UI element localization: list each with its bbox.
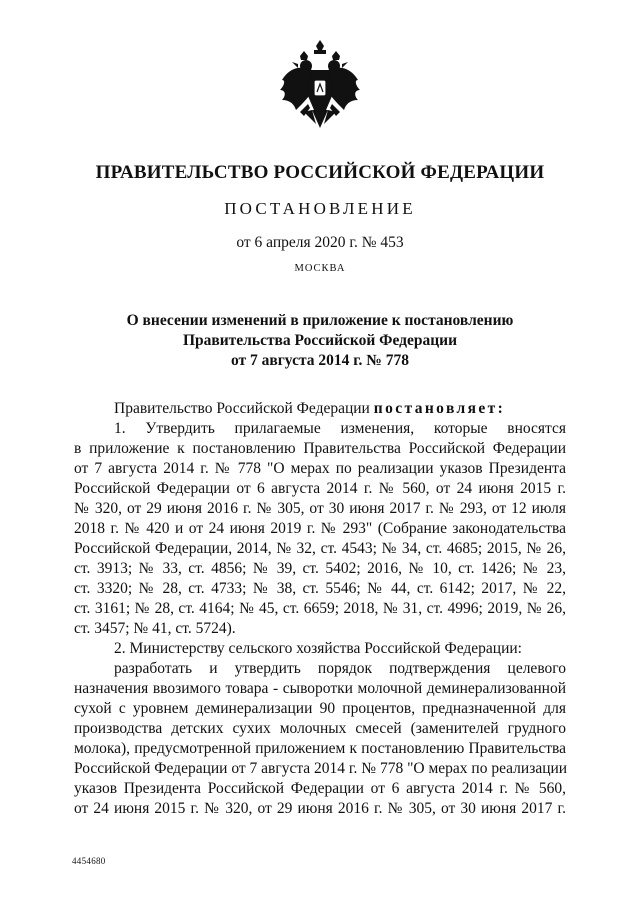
body-line: № 320, от 29 июня 2016 г. № 305, от 30 июня 2017 г. № 293, от 12 июля [74, 500, 566, 517]
document-city: МОСКВА [294, 263, 346, 274]
body-line: ст. 3913; № 33, ст. 4856; № 39, ст. 5402; 2016, № 10, ст. 1426; № 23, [74, 560, 566, 577]
body-line: разработать и утвердить порядок подтверждения целевого [114, 660, 566, 677]
document-date-number: от 6 апреля 2020 г. № 453 [236, 234, 404, 251]
government-title: ПРАВИТЕЛЬСТВО РОССИЙСКОЙ ФЕДЕРАЦИИ [95, 162, 545, 183]
body-line: ст. 3457; № 41, ст. 5724). [74, 620, 236, 637]
body-line: ст. 3320; № 28, ст. 4733; № 38, ст. 5546; № 44, ст. 6142; 2017, № 22, [74, 580, 566, 597]
subject-line: О внесении изменений в приложение к постановлению [126, 312, 514, 329]
body-line: в приложение к постановлению Правительства Российской Федерации [74, 440, 566, 457]
subject-line: Правительства Российской Федерации [182, 332, 458, 349]
body-line: 2018 г. № 420 и от 24 июня 2019 г. № 293" (Собрание законодательства [74, 520, 566, 537]
body-line: от 24 июня 2015 г. № 320, от 29 июня 2016 г. № 305, от 30 июня 2017 г. [74, 800, 566, 817]
body-line: указов Президента Российской Федерации от 6 августа 2014 г. № 560, [74, 780, 566, 797]
body-line: ст. 3161; № 28, ст. 4164; № 45, ст. 6659; 2018, № 31, ст. 4996; 2019, № 26, [74, 600, 566, 617]
intro-line [74, 399, 566, 419]
body-line: 2. Министерству сельского хозяйства Российской Федерации: [114, 640, 522, 657]
intro-text: Правительство Российской Федерации [114, 400, 374, 417]
document-body [74, 399, 566, 819]
intro-resolves: постановляет: [373, 400, 506, 417]
body-line: назначения ввозимого товара - сыворотки молочной деминерализованной [74, 680, 566, 697]
body-line: сухой с уровнем деминерализации 90 процентов, предназначенной для [74, 700, 566, 717]
body-line: от 7 августа 2014 г. № 778 "О мерах по реализации указов Президента [74, 460, 566, 477]
document-code: 4454680 [72, 856, 106, 866]
body-line: 1. Утвердить прилагаемые изменения, которые вносятся [114, 420, 566, 437]
body-line: Российской Федерации от 7 августа 2014 г. № 778 "О мерах по реализации [74, 760, 568, 777]
body-line: молока), предусмотренной приложением к постановлению Правительства [74, 740, 566, 757]
coat-of-arms-icon [278, 40, 362, 134]
body-line: Российской Федерации от 6 августа 2014 г. № 560, от 24 июня 2015 г. [74, 480, 566, 497]
document-subject [100, 311, 540, 371]
document-type: ПОСТАНОВЛЕНИЕ [224, 199, 416, 218]
subject-line: от 7 августа 2014 г. № 778 [230, 352, 409, 369]
body-line: Российской Федерации, 2014, № 32, ст. 4543; № 34, ст. 4685; 2015, № 26, [74, 540, 566, 557]
body-line: производства детских сухих молочных смесей (заменителей грудного [74, 720, 566, 737]
